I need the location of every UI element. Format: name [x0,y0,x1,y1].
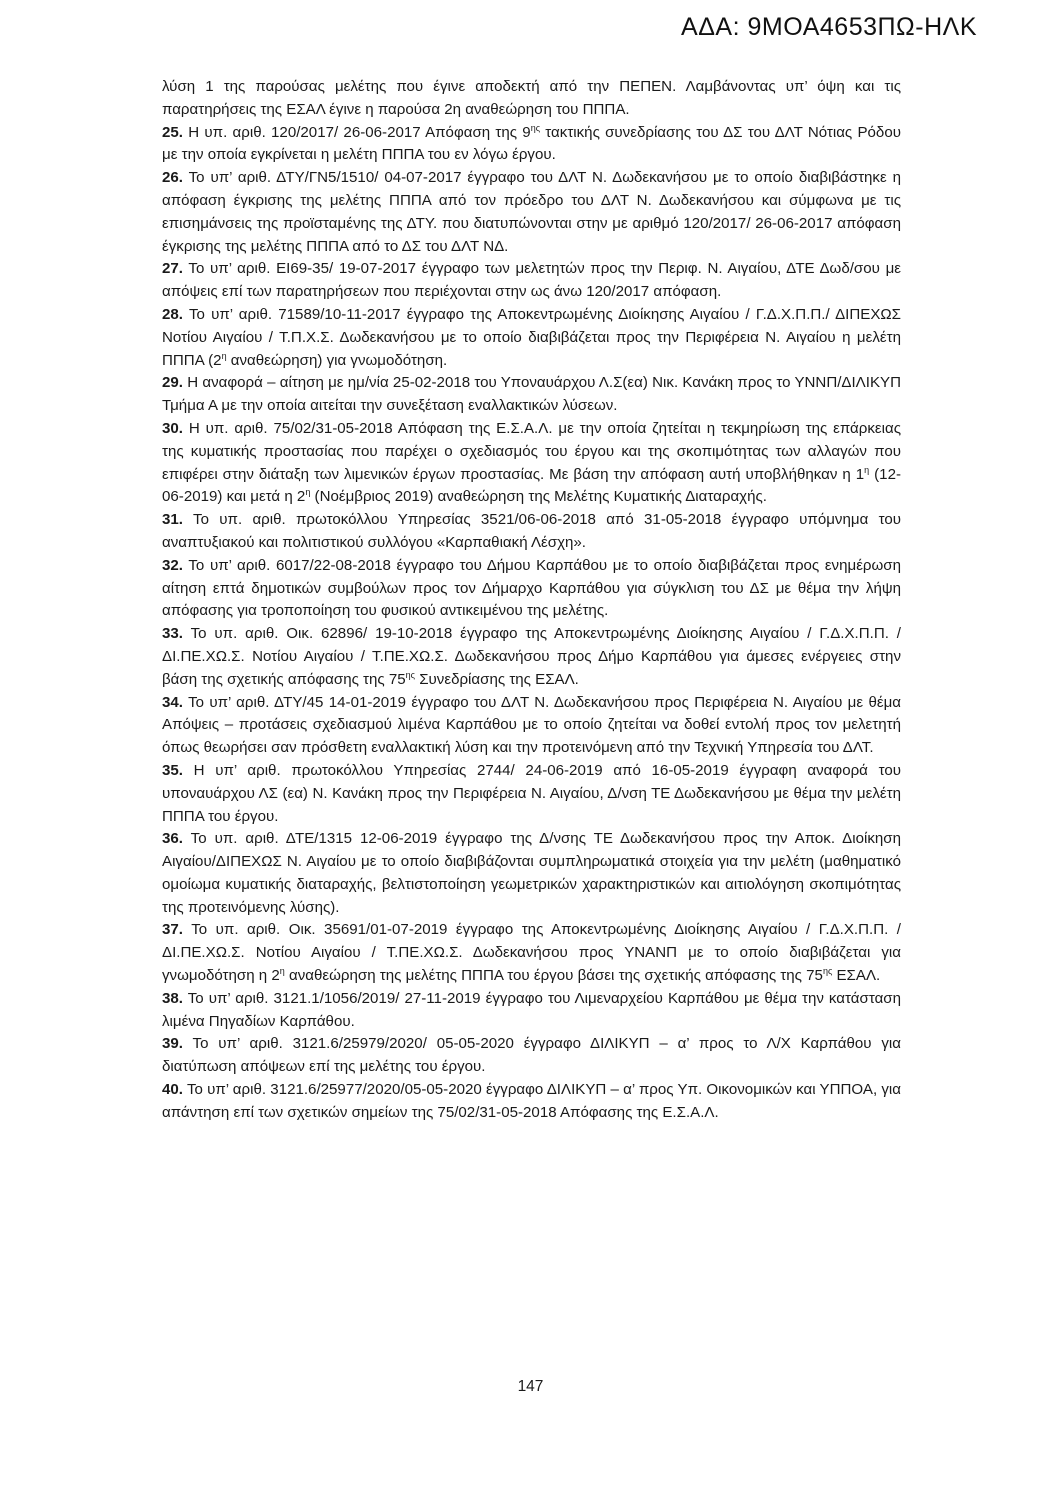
ordinal-superscript: η [305,487,311,498]
item-text: Το υπ’ αριθ. 71589/10-11-2017 έγγραφο της Αποκεντρωμένης Διοίκησης Αιγαίου / Γ.Δ.Χ.Π.Π./ ΔΙΠΕΧΩΣ Νοτίου Αιγαίου / Τ.Π.Χ.Σ. Δωδεκανήσου με το οποίο διαβιβάζεται προς την Περιφέρεια Ν. Αιγαίου η μελέτη ΠΠΠΑ (2 [162,305,901,369]
item-number: 28. [162,305,183,323]
item-list [162,122,901,1125]
item-text: (Νοέμβριος 2019) αναθεώρηση της Μελέτης Κυματικής Διαταραχής. [310,488,767,506]
item-text: Το υπ. αριθ. Οικ. 35691/01-07-2019 έγγραφο της Αποκεντρωμένης Διοίκησης Αιγαίου / Γ.Δ.Χ.Π.Π. / ΔΙ.ΠΕ.ΧΩ.Σ. Νοτίου Αιγαίου / Τ.ΠΕ.ΧΩ.Σ. Δωδεκανήσου προς ΥΝΑΝΠ με το οποίο διαβιβάζεται για γνωμοδότηση η 2 [162,921,901,985]
item-text: Συνεδρίασης της ΕΣΑΛ. [415,670,579,688]
item-number: 30. [162,419,183,437]
item-text: τακτικής συνεδρίασης του ΔΣ του ΔΛΤ Νότιας Ρόδου με την οποία εγκρίνεται η μελέτη ΠΠΠΑ του εν λόγω έργου. [162,123,901,164]
item-text: Το υπ’ αριθ. 3121.6/25979/2020/ 05-05-2020 έγγραφο ΔΙΛΙΚΥΠ – α’ προς το Λ/Χ Καρπάθου για διατύπωση απόψεων επί της μελέτης του έργου. [162,1035,901,1076]
ordinal-superscript: ης [822,966,833,977]
item-text: ΕΣΑΛ. [832,967,881,985]
list-item [162,760,901,828]
ada-code: ΑΔΑ: 9ΜΟΑ4653ΠΩ-ΗΛΚ [681,13,977,41]
item-number: 38. [162,989,183,1007]
item-number: 25. [162,123,183,141]
list-item [162,509,901,555]
list-item [162,304,901,372]
item-number: 26. [162,169,183,187]
list-item [162,167,901,258]
item-text: Το υπ. αριθ. ΔΤΕ/1315 12-06-2019 έγγραφο της Δ/νσης ΤΕ Δωδεκανήσου προς την Αποκ. Διοίκηση Αιγαίου/ΔΙΠΕΧΩΣ Ν. Αιγαίου με το οποίο διαβιβάζονται συμπληρωματικά στοιχεία για την μελέτη (μαθηματικό ομοίωμα κυματικής διαταραχής, βελτιστοποίηση γεωμετρικών χαρακτηριστικών και αιτιολόγηση σκοπιμότητας της προτεινόμενης λύσης). [162,830,901,916]
list-item [162,692,901,760]
page-number: 147 [517,1378,544,1395]
item-number: 32. [162,556,183,574]
item-text: Το υπ’ αριθ. 3121.1/1056/2019/ 27-11-2019 έγγραφο του Λιμεναρχείου Καρπάθου με θέμα την κατάσταση λιμένα Πηγαδίων Καρπάθου. [162,989,901,1030]
item-number: 33. [162,625,183,643]
list-item [162,1033,901,1079]
item-text: Το υπ’ αριθ. ΔΤΥ/ΓΝ5/1510/ 04-07-2017 έγγραφο του ΔΛΤ Ν. Δωδεκανήσου με το οποίο διαβιβάστηκε η απόφαση έγκρισης της μελέτης ΠΠΠΑ από τον πρόεδρο του ΔΛΤ Ν. Δωδεκανήσου και σύμφωνα με τις επισημάνσεις της προϊσταμένης της ΔΤΥ. που διατυπώνονται στην με αριθμό 120/2017/ 26-06-2017 απόφαση έγκρισης της μελέτης ΠΠΠΑ από το ΔΣ του ΔΛΤ ΝΔ. [162,169,902,255]
ordinal-superscript: η [864,464,870,475]
list-item [162,623,901,691]
item-number: 35. [162,761,183,779]
ordinal-superscript: η [221,350,227,361]
ordinal-superscript: η [279,966,285,977]
item-text: Το υπ. αριθ. πρωτοκόλλου Υπηρεσίας 3521/06-06-2018 από 31-05-2018 έγγραφο υπόμνημα του αναπτυξιακού και πολιτιστικού συλλόγου «Καρπαθιακή Λέσχη». [162,511,902,551]
item-text: αναθεώρηση) για γνωμοδότηση. [226,351,448,369]
item-text: Το υπ’ αριθ. ΔΤΥ/45 14-01-2019 έγγραφο του ΔΛΤ Ν. Δωδεκανήσου προς Περιφέρεια Ν. Αιγαίου με θέμα Απόψεις – προτάσεις σχεδιασμού λιμένα Καρπάθου με το οποίο ζητείται να δοθεί εντολή προς τον μελετητή όπως θεωρήσει σαν πρόσθετη εναλλακτική λύση και την προτεινόμενη από την Τεχνική Υπηρεσία του ΔΛΤ. [162,693,901,757]
list-item [162,372,901,418]
list-item [162,258,901,304]
item-text: Η αναφορά – αίτηση με ημ/νία 25-02-2018 του Υποναυάρχου Λ.Σ(εα) Νικ. Κανάκη προς το ΥΝΝΠ/ΔΙΛΙΚΥΠ Τμήμα Α με την οποία αιτείται την συνεξέταση εναλλακτικών λύσεων. [162,374,901,415]
document-body [162,76,901,1125]
intro-paragraph: λύση 1 της παρούσας μελέτης που έγινε αποδεκτή από την ΠΕΠΕΝ. Λαμβάνοντας υπ’ όψη και τις παρατηρήσεις της ΕΣΑΛ έγινε η παρούσα 2η αναθεώρηση του ΠΠΠΑ. [162,78,901,118]
item-number: 34. [162,693,183,711]
ordinal-superscript: ης [530,122,541,133]
list-item [162,418,901,509]
list-item [162,122,901,168]
item-text: Το υπ’ αριθ. ΕΙ69-35/ 19-07-2017 έγγραφο των μελετητών προς την Περιφ. Ν. Αιγαίου, ΔΤΕ Δωδ/σου με απόψεις επί των παρατηρήσεων που περιέχονται στην ως άνω 120/2017 απόφαση. [162,260,901,301]
item-number: 40. [162,1081,183,1099]
item-text: Το υπ. αριθ. Οικ. 62896/ 19-10-2018 έγγραφο της Αποκεντρωμένης Διοίκησης Αιγαίου / Γ.Δ.Χ.Π.Π. / ΔΙ.ΠΕ.ΧΩ.Σ. Νοτίου Αιγαίου / Τ.ΠΕ.ΧΩ.Σ. Δωδεκανήσου προς Δήμο Καρπάθου για άμεσες ενέργειες στην βάση της σχετικής απόφασης της 75 [162,625,901,688]
item-number: 31. [162,511,183,529]
item-text: Η υπ. αριθ. 75/02/31-05-2018 Απόφαση της Ε.Σ.Α.Λ. με την οποία ζητείται η τεκμηρίωση της επάρκειας της κυματικής προστασίας που παρέχει ο σχεδιασμός του έργου και της σκοπιμότητας των αλλαγών που επιφέρει στην διάταξη των λιμενικών έργων προστασίας. Με βάση την απόφαση αυτή υποβλήθηκαν η 1 [162,419,901,483]
item-text: αναθεώρηση της μελέτης ΠΠΠΑ του έργου βάσει της σχετικής απόφασης της 75 [284,967,823,985]
item-number: 39. [162,1035,183,1053]
list-item [162,1079,901,1125]
item-text: Η υπ’ αριθ. πρωτοκόλλου Υπηρεσίας 2744/ 24-06-2019 από 16-05-2019 έγγραφη αναφορά του υποναυάρχου ΛΣ (εα) Ν. Κανάκη προς την Περιφέρεια Ν. Αιγαίου, Δ/νση ΤΕ Δωδεκανήσου με θέμα την μελέτη ΠΠΠΑ του έργου. [162,761,901,825]
list-item [162,919,901,987]
item-number: 37. [162,921,183,939]
list-item [162,555,901,623]
item-number: 36. [162,830,183,848]
list-item [162,828,901,919]
list-item [162,988,901,1034]
item-text: Το υπ’ αριθ. 6017/22-08-2018 έγγραφο του Δήμου Καρπάθου με το οποίο διαβιβάζεται προς ενημέρωση αίτηση επτά δημοτικών συμβούλων προς τον Δήμαρχο Καρπάθου για σύγκλιση του ΔΣ με θέμα την λήψη απόφασης για τροποποίηση του φυσικού αντικειμένου της μελέτης. [162,556,902,620]
ordinal-superscript: ης [405,669,416,680]
item-number: 27. [162,260,183,278]
item-number: 29. [162,374,183,392]
item-text: (12-06-2019) και μετά η 2 [162,465,901,506]
item-text: Το υπ’ αριθ. 3121.6/25977/2020/05-05-2020 έγγραφο ΔΙΛΙΚΥΠ – α’ προς Υπ. Οικονομικών και ΥΠΠΟΑ, για απάντηση επί των σχετικών σημείων της 75/02/31-05-2018 Απόφασης της Ε.Σ.Α.Λ. [162,1081,902,1121]
item-text: Η υπ. αριθ. 120/2017/ 26-06-2017 Απόφαση της 9 [188,123,531,141]
